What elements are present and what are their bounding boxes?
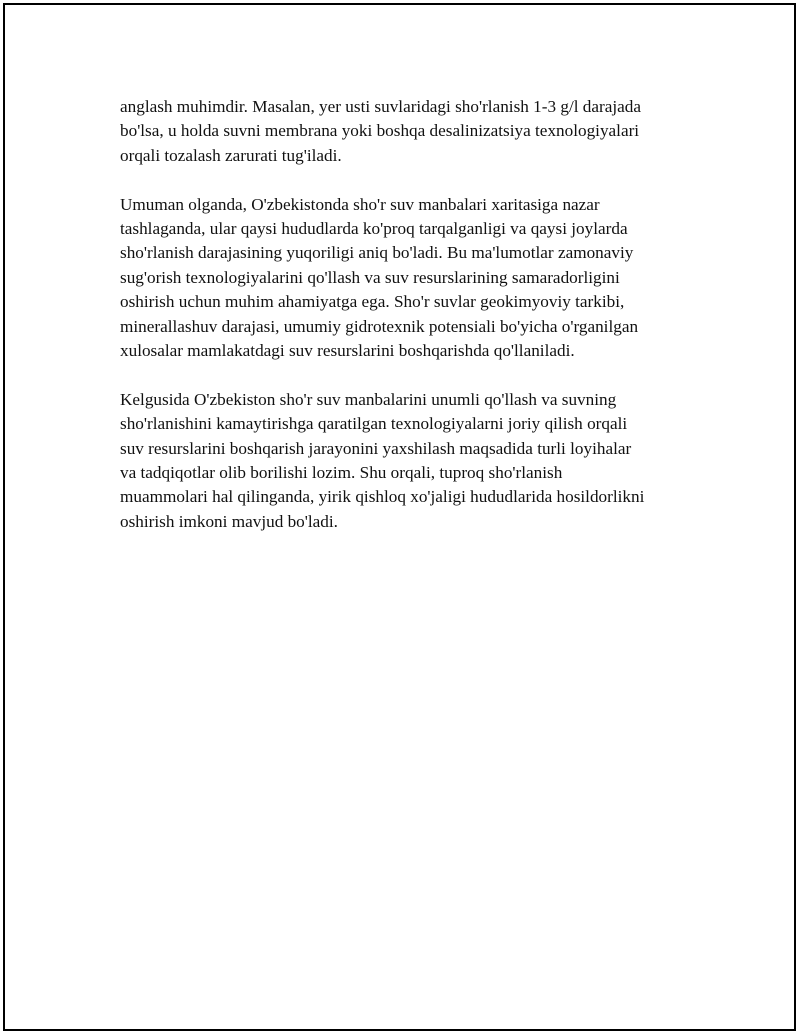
document-page <box>3 3 796 1031</box>
paragraph: Kelgusida O'zbekiston sho'r suv manbalarini unumli qo'llash va suvning sho'rlanishini kamaytirishga qaratilgan texnologiyalarni joriy qilish orqali suv resurslarini boshqarish jarayonini yaxshilash maqsadida turli loyihalar va tadqiqotlar olib borilishi lozim. Shu orqali, tuproq sho'rlanish muammolari hal qilinganda, yirik qishloq xo'jaligi hududlarida hosildorlikni oshirish imkoni mavjud bo'ladi. <box>120 389 645 531</box>
paragraph: Umuman olganda, O'zbekistonda sho'r suv manbalari xaritasiga nazar tashlaganda, ular qaysi hududlarda ko'proq tarqalganligi va qaysi joylarda sho'rlanish darajasining yuqoriligi aniq bo'ladi. Bu ma'lumotlar zamonaviy sug'orish texnologiyalarini qo'llash va suv resurslarining samaradorligini oshirish uchun muhim ahamiyatga ega. Sho'r suvlar geokimyoviy tarkibi, minerallashuv darajasi, umumiy gidrotexnik potensiali bo'yicha o'rganilgan xulosalar mamlakatdagi suv resurslarini boshqarishda qo'llaniladi. <box>120 194 639 361</box>
paragraph: anglash muhimdir. Masalan, yer usti suvlaridagi sho'rlanish 1-3 g/l darajada bo'lsa, u holda suvni membrana yoki boshqa desalinizatsiya texnologiyalari orqali tozalash zarurati tug'iladi. <box>120 97 641 165</box>
document-body <box>120 95 695 559</box>
